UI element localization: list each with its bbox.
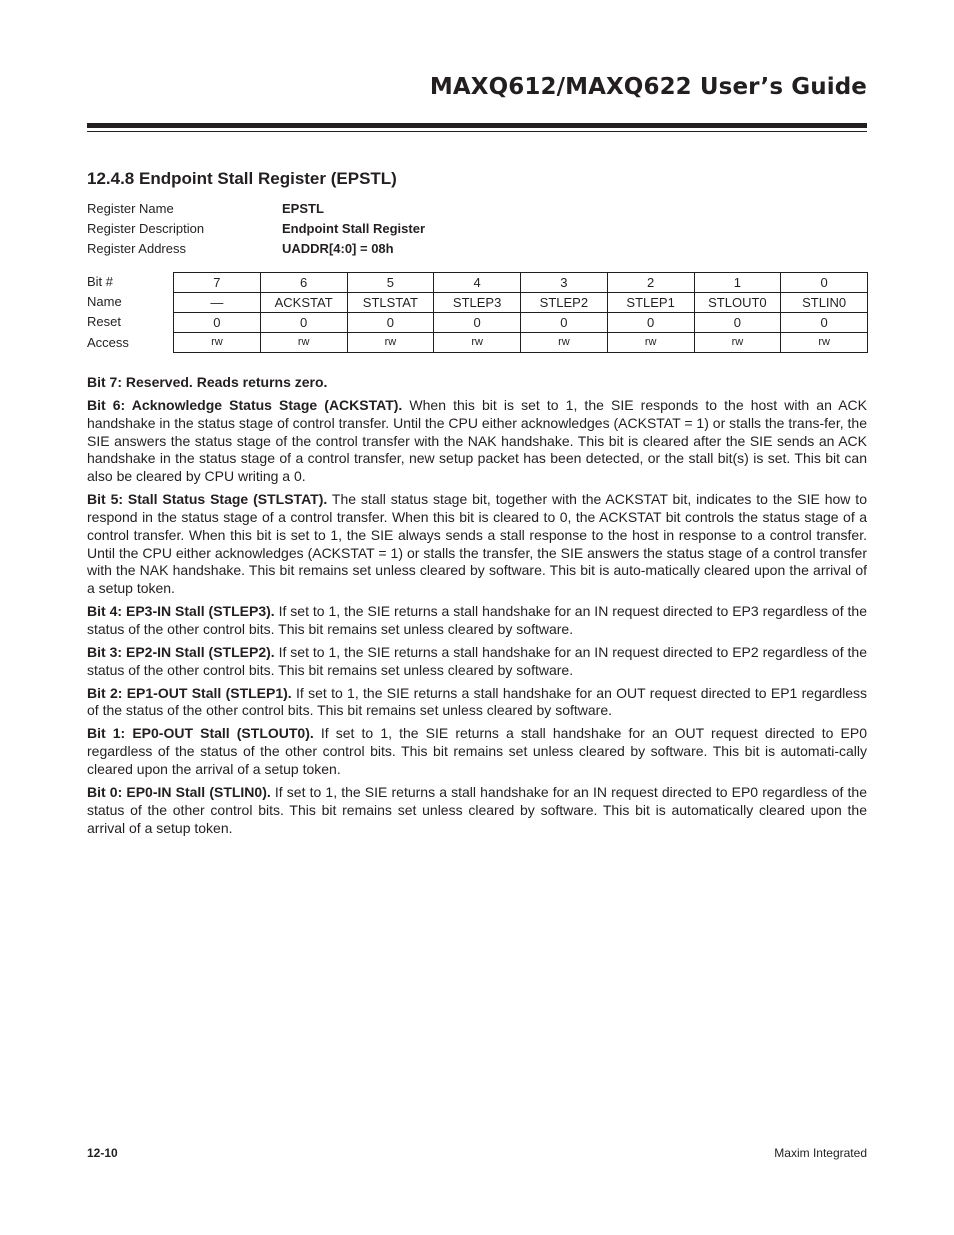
company-name: Maxim Integrated xyxy=(774,1146,867,1160)
name-cell: STLEP3 xyxy=(434,293,521,313)
register-bit-table xyxy=(173,272,868,353)
bit-cell: 2 xyxy=(607,273,694,293)
header-rule-thick xyxy=(87,123,867,128)
bit-6-heading: Bit 6: Acknowledge Status Stage (ACKSTAT). xyxy=(87,396,403,413)
bit-3-heading: Bit 3: EP2-IN Stall (STLEP2). xyxy=(87,643,275,660)
reset-cell: 0 xyxy=(521,313,608,333)
bit-1-heading: Bit 1: EP0-OUT Stall (STLOUT0). xyxy=(87,725,314,742)
bit-4-text: If set to 1, the SIE returns a stall handshake for an IN request directed to EP3 regardless of the status of the other control bits. This bit remains set unless cleared by software. xyxy=(87,603,867,637)
register-address-label: Register Address xyxy=(87,241,186,256)
bit-3-description xyxy=(87,644,867,680)
bit-4-description xyxy=(87,603,867,639)
bit-2-description xyxy=(87,685,867,721)
name-cell: STLEP1 xyxy=(607,293,694,313)
reset-cell: 0 xyxy=(434,313,521,333)
bit-cell: 1 xyxy=(694,273,781,293)
access-cell: rw xyxy=(521,333,608,353)
bit-cell: 0 xyxy=(781,273,868,293)
access-row xyxy=(174,333,868,353)
bit-1-description xyxy=(87,725,867,778)
header-rule-thin xyxy=(87,131,867,132)
bit-7-description xyxy=(87,374,867,392)
row-label-access: Access xyxy=(87,335,129,350)
bit-cell: 6 xyxy=(260,273,347,293)
reset-cell: 0 xyxy=(607,313,694,333)
bit-cell: 4 xyxy=(434,273,521,293)
register-name-value: EPSTL xyxy=(282,201,324,216)
page-number: 12-10 xyxy=(87,1146,118,1160)
bit-6-text: When this bit is set to 1, the SIE responds to the host with an ACK handshake in the status stage of control transfer. Until the CPU either acknowledges (ACKSTAT = 1) or stalls the trans-fer, the SIE answers the status stage of the control transfer with the NAK handshake. This bit is cleared after the SIE sends an ACK handshake in the status stage of a control transfer, new setup packet has been detected, or the stall bit(s) is set. This bit can also be cleared by CPU writing a 0. xyxy=(87,396,867,485)
register-address-value: UADDR[4:0] = 08h xyxy=(282,241,394,256)
bit-7-heading: Bit 7: Reserved. Reads returns zero. xyxy=(87,374,328,390)
bit-descriptions xyxy=(87,374,867,843)
name-row xyxy=(174,293,868,313)
section-title: 12.4.8 Endpoint Stall Register (EPSTL) xyxy=(87,169,397,188)
bit-2-text: If set to 1, the SIE returns a stall handshake for an OUT request directed to EP1 regardless of the status of the other control bits. This bit remains set unless cleared by software. xyxy=(87,684,868,719)
access-cell: rw xyxy=(347,333,434,353)
reset-row xyxy=(174,313,868,333)
name-cell: STLIN0 xyxy=(781,293,868,313)
access-cell: rw xyxy=(434,333,521,353)
register-name-label: Register Name xyxy=(87,201,174,216)
bit-1-text: If set to 1, the SIE returns a stall handshake for an OUT request directed to EP0 regardless of the status of the other control bits. This bit remains set unless cleared by software. This bit is automati-cally cleared upon the arrival of a setup token. xyxy=(87,725,867,778)
access-cell: rw xyxy=(260,333,347,353)
document-title: MAXQ612/MAXQ622 User’s Guide xyxy=(429,74,867,100)
reset-cell: 0 xyxy=(694,313,781,333)
bit-cell: 5 xyxy=(347,273,434,293)
bit-5-text: The stall status stage bit, together with the ACKSTAT bit, indicates to the SIE how to respond in the status stage of a control transfer. When this bit is cleared to 0, the ACKSTAT bit controls the status stage of a control transfer. When this bit is set to 1, the SIE always sends a stall response to the host in response to a control transfer. Until the CPU either acknowledges (ACKSTAT = 1) or stalls the transfer, the SIE answers the status stage of a control transfer with the NAK handshake. This bit remains set unless cleared by software. This bit is auto-matically cleared upon the arrival of a setup token. xyxy=(87,491,867,597)
access-cell: rw xyxy=(781,333,868,353)
bit-4-heading: Bit 4: EP3-IN Stall (STLEP3). xyxy=(87,603,275,620)
bit-cell: 3 xyxy=(521,273,608,293)
access-cell: rw xyxy=(694,333,781,353)
register-description-label: Register Description xyxy=(87,221,205,236)
access-cell: rw xyxy=(174,333,261,353)
access-cell: rw xyxy=(607,333,694,353)
reset-cell: 0 xyxy=(174,313,261,333)
row-label-name: Name xyxy=(87,294,122,309)
row-label-reset: Reset xyxy=(87,314,121,329)
bit-0-text: If set to 1, the SIE returns a stall handshake for an IN request directed to EP0 regardless of the status of the other control bits. This bit remains set unless cleared by software. This bit is automatically cleared upon the arrival of a setup token. xyxy=(87,784,867,836)
bit-cell: 7 xyxy=(174,273,261,293)
reset-cell: 0 xyxy=(781,313,868,333)
row-label-bit: Bit # xyxy=(87,274,114,289)
bit-0-description xyxy=(87,784,867,837)
bit-6-description xyxy=(87,397,867,486)
name-cell: STLEP2 xyxy=(521,293,608,313)
bit-5-heading: Bit 5: Stall Status Stage (STLSTAT). xyxy=(87,491,328,508)
register-description-value: Endpoint Stall Register xyxy=(282,221,426,236)
bit-number-row xyxy=(174,273,868,293)
reset-cell: 0 xyxy=(260,313,347,333)
bit-3-text: If set to 1, the SIE returns a stall handshake for an IN request directed to EP2 regardless of the status of the other control bits. This bit remains set unless cleared by software. xyxy=(87,643,867,678)
name-cell: ACKSTAT xyxy=(260,293,347,313)
reset-cell: 0 xyxy=(347,313,434,333)
name-cell: STLSTAT xyxy=(347,293,434,313)
name-cell: STLOUT0 xyxy=(694,293,781,313)
bit-0-heading: Bit 0: EP0-IN Stall (STLIN0). xyxy=(87,784,271,801)
bit-2-heading: Bit 2: EP1-OUT Stall (STLEP1). xyxy=(87,684,292,701)
name-cell: — xyxy=(174,293,261,313)
bit-5-description xyxy=(87,491,867,598)
